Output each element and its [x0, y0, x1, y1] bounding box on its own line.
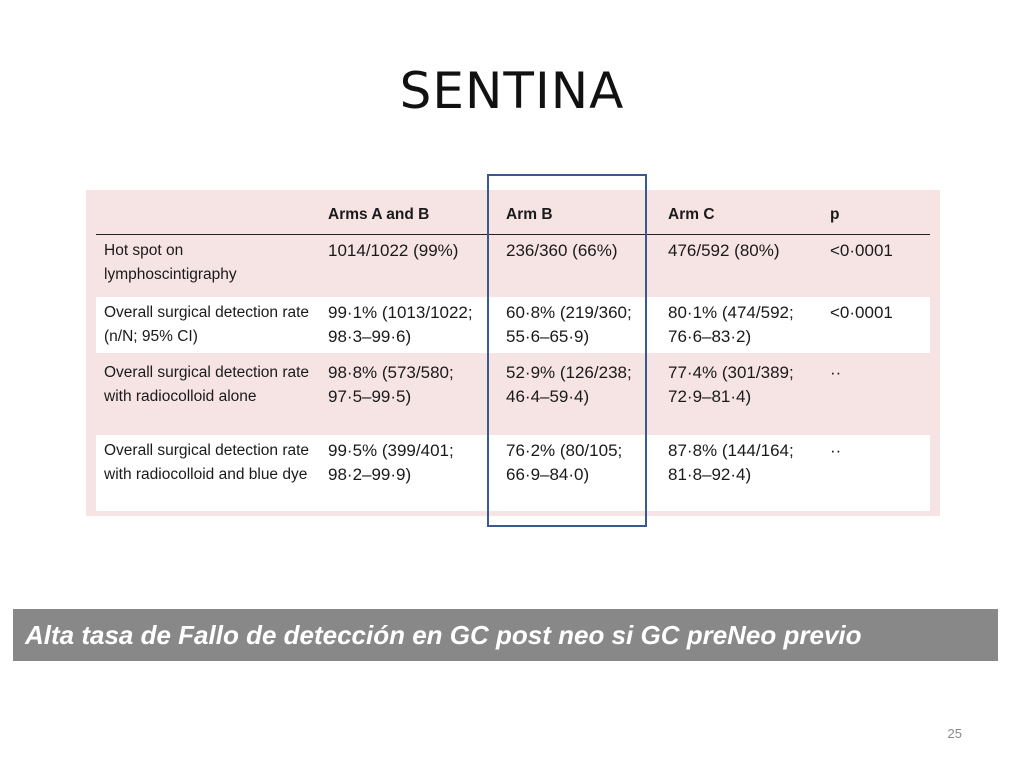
header-arm-c: Arm C	[660, 198, 822, 235]
cell-arms-a-and-b: 1014/1022 (99%)	[328, 241, 459, 260]
cell-arm-b: 236/360 (66%)	[506, 241, 618, 260]
cell-arm-c: 87·8% (144/164; 81·8–92·4)	[660, 433, 822, 513]
cell-arm-c: 476/592 (80%)	[668, 241, 780, 260]
row-label: Overall surgical detection rate with radiocolloid and blue dye	[96, 433, 320, 513]
cell-p-value: ··	[822, 433, 930, 513]
row-label: Overall surgical detection rate (n/N; 95% CI)	[96, 295, 320, 355]
cell-arm-b: 52·9% (126/238; 46·4–59·4)	[506, 362, 632, 406]
row-label: Overall surgical detection rate with radiocolloid alone	[104, 363, 310, 405]
cell-arm-b: 76·2% (80/105; 66·9–84·0)	[498, 433, 660, 513]
cell-p-value: <0·0001	[822, 295, 930, 355]
header-arm-b: Arm B	[498, 198, 660, 235]
cell-arms-a-and-b: 99·5% (399/401; 98·2–99·9)	[320, 433, 498, 513]
conclusion-banner: Alta tasa de Fallo de detección en GC post neo si GC preNeo previo	[13, 609, 998, 661]
cell-arms-a-and-b: 98·8% (573/580; 97·5–99·5)	[328, 362, 454, 406]
slide-title: SENTINA	[399, 62, 625, 120]
cell-p-value: ··	[830, 362, 842, 382]
row-label: Hot spot on lymphoscintigraphy	[104, 242, 237, 283]
header-arms-a-and-b: Arms A and B	[320, 198, 498, 235]
cell-arm-c: 80·1% (474/592; 76·6–83·2)	[660, 295, 822, 355]
header-label-column	[96, 198, 320, 235]
arm-b-highlight-box	[487, 174, 647, 527]
cell-p-value: <0·0001	[830, 241, 893, 260]
slide-number: 25	[947, 726, 962, 741]
cell-arm-b: 60·8% (219/360; 55·6–65·9)	[498, 295, 660, 355]
cell-arms-a-and-b: 99·1% (1013/1022; 98·3–99·6)	[320, 295, 498, 355]
cell-arm-c: 77·4% (301/389; 72·9–81·4)	[668, 362, 794, 406]
header-p-value: p	[822, 198, 930, 235]
